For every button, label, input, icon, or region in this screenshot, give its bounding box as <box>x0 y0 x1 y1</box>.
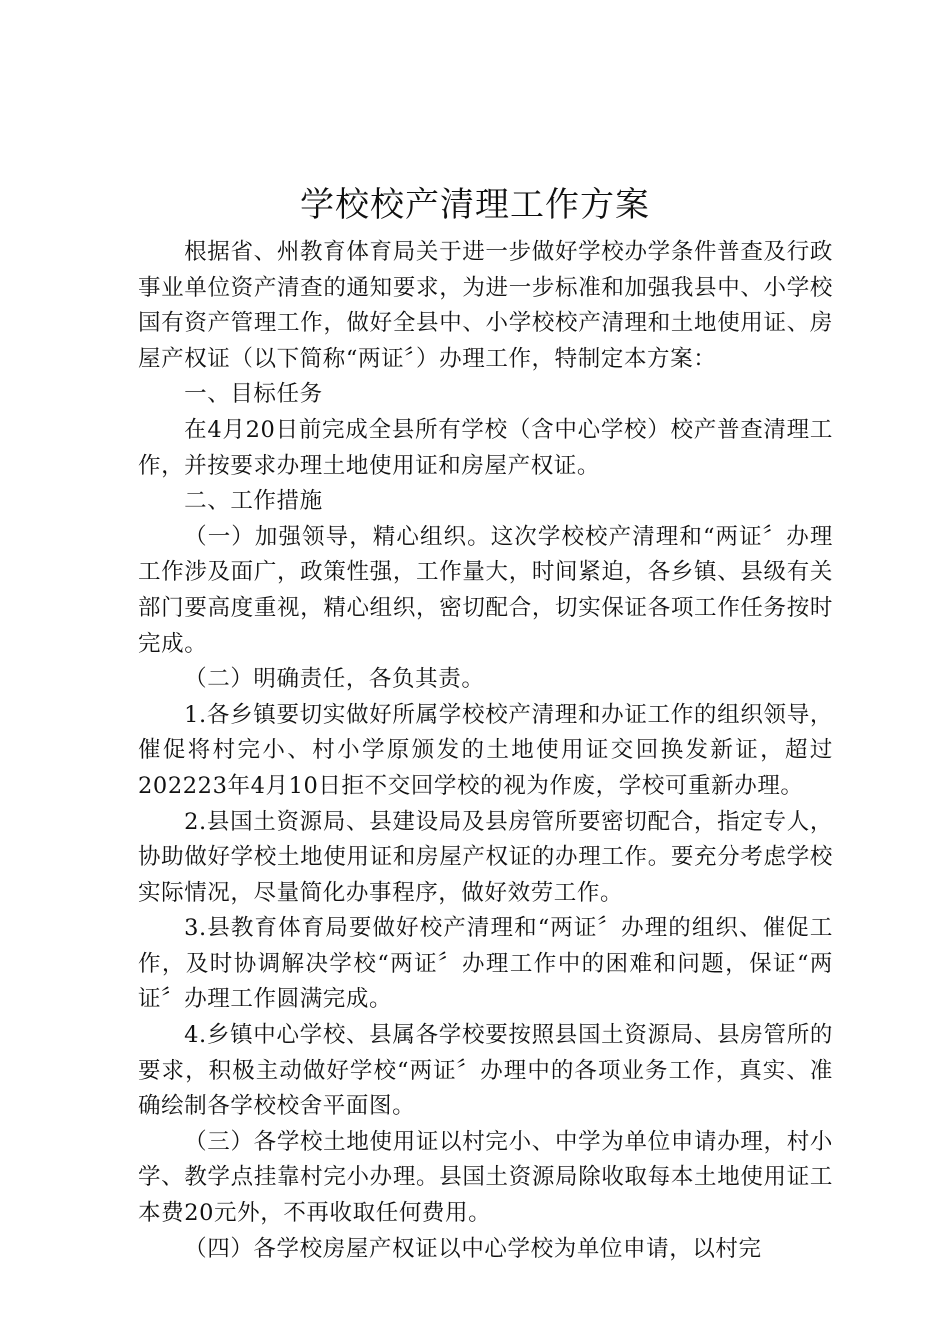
paragraph-item-3: 3.县教育体育局要做好校产清理和“两证〞办理的组织、催促工作，及时协调解决学校“两证〞办理工作中的困难和问题，保证“两证〞办理工作圆满完成。 <box>138 915 833 1013</box>
paragraph-measure-2: （二）明确责任，各负其责。 <box>184 666 485 693</box>
heading-measures: 二、工作措施 <box>184 488 323 515</box>
paragraph-measure-3: （三）各学校土地使用证以村完小、中学为单位申请办理，村小学、教学点挂靠村完小办理。县国土资源局除收取每本土地使用证工本费20元外，不再收取任何费用。 <box>138 1128 833 1227</box>
heading-goals: 一、目标任务 <box>184 381 323 408</box>
document-body <box>138 235 833 1267</box>
paragraph-measure-1: （一）加强领导，精心组织。这次学校校产清理和“两证〞办理工作涉及面广，政策性强，工作量大，时间紧迫，各乡镇、县级有关部门要高度重视，精心组织，密切配合，切实保证各项工作任务按时完成。 <box>138 523 833 657</box>
paragraph-item-4: 4.乡镇中心学校、县属各学校要按照县国土资源局、县房管所的要求，积极主动做好学校“两证〞办理中的各项业务工作，真实、准确绘制各学校校舍平面图。 <box>138 1022 833 1120</box>
paragraph-measure-4: （四）各学校房屋产权证以中心学校为单位申请，以村完 <box>184 1235 762 1262</box>
paragraph-item-2: 2.县国土资源局、县建设局及县房管所要密切配合，指定专人，协助做好学校土地使用证和房屋产权证的办理工作。要充分考虑学校实际情况，尽量简化办事程序，做好效劳工作。 <box>138 808 833 906</box>
paragraph-intro: 根据省、州教育体育局关于进一步做好学校办学条件普查及行政事业单位资产清查的通知要求，为进一步标准和加强我县中、小学校国有资产管理工作，做好全县中、小学校校产清理和土地使用证、房屋产权证（以下简称“两证〞）办理工作，特制定本方案： <box>138 239 833 372</box>
paragraph-goals: 在4月20日前完成全县所有学校（含中心学校）校产普查清理工作，并按要求办理土地使用证和房屋产权证。 <box>138 416 833 479</box>
document-title: 学校校产清理工作方案 <box>300 185 650 225</box>
paragraph-item-1: 1.各乡镇要切实做好所属学校校产清理和办证工作的组织领导，催促将村完小、村小学原颁发的土地使用证交回换发新证，超过202223年4月10日拒不交回学校的视为作废，学校可重新办理。 <box>138 701 833 799</box>
